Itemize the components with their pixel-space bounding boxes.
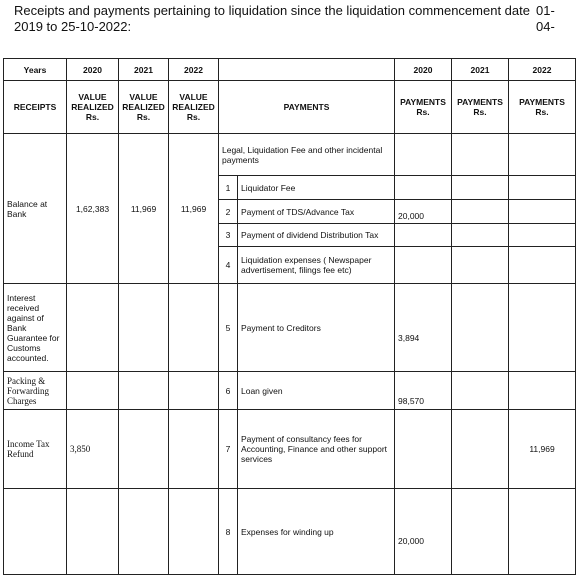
payment-2021-amount	[452, 176, 509, 200]
payment-2022-amount	[509, 224, 576, 247]
interest-2020-value	[67, 284, 119, 372]
payment-2020-amount	[395, 224, 452, 247]
payment-2022-amount: 11,969	[509, 410, 576, 489]
income-tax-refund-label: Income Tax Refund	[4, 410, 67, 489]
packing-forwarding-label: Packing & Forwarding Charges	[4, 372, 67, 410]
balance-2021-value: 11,969	[119, 134, 169, 284]
payments-year-2021: 2021	[452, 59, 509, 81]
packing-2020-value	[67, 372, 119, 410]
payment-2021-amount	[452, 247, 509, 284]
payment-2020-amount	[395, 247, 452, 284]
packing-2021-value	[119, 372, 169, 410]
payment-row	[4, 372, 576, 410]
payment-description: Loan given	[238, 372, 395, 410]
payments-year-2022: 2022	[509, 59, 576, 81]
receipts-year-2022: 2022	[169, 59, 219, 81]
payment-number: 6	[219, 372, 238, 410]
legal-2021-cell	[452, 134, 509, 176]
income-tax-2020-value: 3,850	[67, 410, 119, 489]
legal-fees-header: Legal, Liquidation Fee and other incidental payments	[219, 134, 395, 176]
payment-description: Payment of TDS/Advance Tax	[238, 200, 395, 224]
payment-2021-amount	[452, 200, 509, 224]
payment-2020-amount: 3,894	[395, 284, 452, 372]
payment-2022-amount	[509, 176, 576, 200]
payment-number: 7	[219, 410, 238, 489]
receipts-year-2021: 2021	[119, 59, 169, 81]
interest-received-label: Interest received against of Bank Guarantee for Customs accounted.	[4, 284, 67, 372]
payment-number: 8	[219, 489, 238, 575]
payment-number: 2	[219, 200, 238, 224]
payment-description: Payment to Creditors	[238, 284, 395, 372]
payment-2020-amount	[395, 410, 452, 489]
payment-2021-amount	[452, 372, 509, 410]
payment-2021-amount	[452, 224, 509, 247]
balance-at-bank-label: Balance at Bank	[4, 134, 67, 284]
years-header: Years	[4, 59, 67, 81]
payment-2022-amount	[509, 284, 576, 372]
payment-row	[4, 284, 576, 372]
receipts-year-2020: 2020	[67, 59, 119, 81]
payment-description: Liquidation expenses ( Newspaper advertisement, filings fee etc)	[238, 247, 395, 284]
payment-2020-amount: 98,570	[395, 372, 452, 410]
value-realized-2022-header: VALUE REALIZED Rs.	[169, 81, 219, 134]
heading-date-start: 01-04-	[536, 3, 555, 34]
legal-2022-cell	[509, 134, 576, 176]
blank-header-cell	[219, 59, 395, 81]
payment-description: Payment of dividend Distribution Tax	[238, 224, 395, 247]
balance-2020-value: 1,62,383	[67, 134, 119, 284]
payment-2020-amount	[395, 176, 452, 200]
empty-receipt-2022	[169, 489, 219, 575]
receipts-payments-table	[3, 58, 576, 575]
heading-line-1: Receipts and payments pertaining to liquidation since the liquidation commencement date	[14, 3, 530, 18]
payments-rs-2022-header: PAYMENTS Rs.	[509, 81, 576, 134]
legal-2020-cell	[395, 134, 452, 176]
payment-row	[4, 410, 576, 489]
payment-2022-amount	[509, 372, 576, 410]
payment-row	[4, 489, 576, 575]
receipts-header: RECEIPTS	[4, 81, 67, 134]
payment-number: 4	[219, 247, 238, 284]
balance-2022-value: 11,969	[169, 134, 219, 284]
payment-description: Payment of consultancy fees for Accounting, Finance and other support services	[238, 410, 395, 489]
payment-2020-amount: 20,000	[395, 489, 452, 575]
legal-header-row	[4, 134, 576, 176]
payment-2021-amount	[452, 410, 509, 489]
value-realized-2020-header: VALUE REALIZED Rs.	[67, 81, 119, 134]
year-header-row	[4, 59, 576, 81]
payment-2020-amount: 20,000	[395, 200, 452, 224]
payment-2021-amount	[452, 284, 509, 372]
payment-number: 3	[219, 224, 238, 247]
empty-receipt-label	[4, 489, 67, 575]
empty-receipt-2020	[67, 489, 119, 575]
payment-2021-amount	[452, 489, 509, 575]
heading-line-2: 2019 to 25-10-2022:	[14, 19, 132, 34]
income-tax-2022-value	[169, 410, 219, 489]
payments-rs-2020-header: PAYMENTS Rs.	[395, 81, 452, 134]
document-heading	[14, 3, 570, 35]
interest-2021-value	[119, 284, 169, 372]
payment-2022-amount	[509, 489, 576, 575]
interest-2022-value	[169, 284, 219, 372]
payments-rs-2021-header: PAYMENTS Rs.	[452, 81, 509, 134]
payment-description: Liquidator Fee	[238, 176, 395, 200]
payment-description: Expenses for winding up	[238, 489, 395, 575]
payment-number: 5	[219, 284, 238, 372]
payments-year-2020: 2020	[395, 59, 452, 81]
payment-2022-amount	[509, 200, 576, 224]
empty-receipt-2021	[119, 489, 169, 575]
packing-2022-value	[169, 372, 219, 410]
income-tax-2021-value	[119, 410, 169, 489]
payment-2022-amount	[509, 247, 576, 284]
payments-header: PAYMENTS	[219, 81, 395, 134]
value-realized-2021-header: VALUE REALIZED Rs.	[119, 81, 169, 134]
payment-number: 1	[219, 176, 238, 200]
column-header-row	[4, 81, 576, 134]
